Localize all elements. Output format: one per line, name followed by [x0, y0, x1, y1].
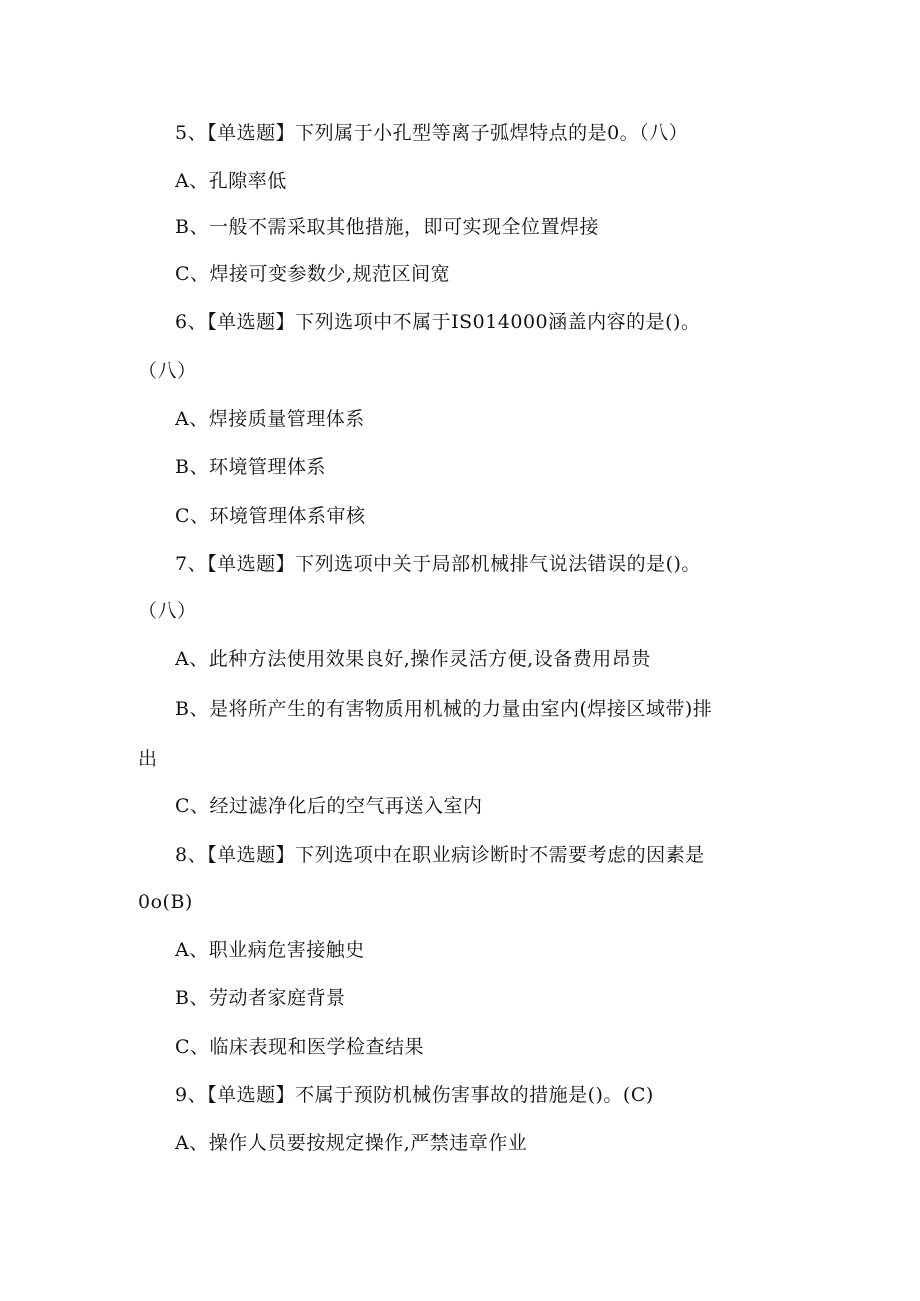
- question-8-stem: 8、【单选题】下列选项中在职业病诊断时不需要考虑的因素是: [175, 844, 705, 866]
- question-7-option-b: B、是将所产生的有害物质用机械的力量由室内(焊接区域带)排: [175, 698, 713, 720]
- question-7-answer: （八）: [138, 600, 197, 622]
- question-8-option-a: A、职业病危害接触史: [175, 939, 365, 961]
- question-7-option-a: A、此种方法使用效果良好,操作灵活方便,设备费用昂贵: [175, 648, 651, 670]
- question-9-option-a: A、操作人员要按规定操作,严禁违章作业: [175, 1132, 528, 1154]
- question-8-option-b: B、劳动者家庭背景: [175, 987, 346, 1009]
- question-5-option-a: A、孔隙率低: [175, 170, 287, 192]
- question-5-stem: 5、【单选题】下列属于小孔型等离子弧焊特点的是0。（八）: [175, 122, 689, 144]
- question-6-option-c: C、环境管理体系审核: [175, 505, 366, 527]
- question-8-option-c: C、临床表现和医学检查结果: [175, 1036, 425, 1058]
- question-6-stem: 6、【单选题】下列选项中不属于IS014000涵盖内容的是()。: [175, 311, 701, 333]
- question-7-option-b-continued: 出: [138, 748, 158, 770]
- question-6-option-a: A、焊接质量管理体系: [175, 408, 365, 430]
- question-9-stem: 9、【单选题】不属于预防机械伤害事故的措施是()。(C): [175, 1084, 654, 1106]
- question-5-option-b: B、一般不需采取其他措施，即可实现全位置焊接: [175, 216, 599, 238]
- question-6-answer: （八）: [138, 360, 197, 382]
- question-6-option-b: B、环境管理体系: [175, 456, 326, 478]
- question-7-stem: 7、【单选题】下列选项中关于局部机械排气说法错误的是()。: [175, 553, 701, 575]
- question-7-option-c: C、经过滤净化后的空气再送入室内: [175, 795, 483, 817]
- question-5-option-c: C、焊接可变参数少,规范区间宽: [175, 263, 451, 285]
- question-8-answer: 0o(B): [138, 891, 193, 913]
